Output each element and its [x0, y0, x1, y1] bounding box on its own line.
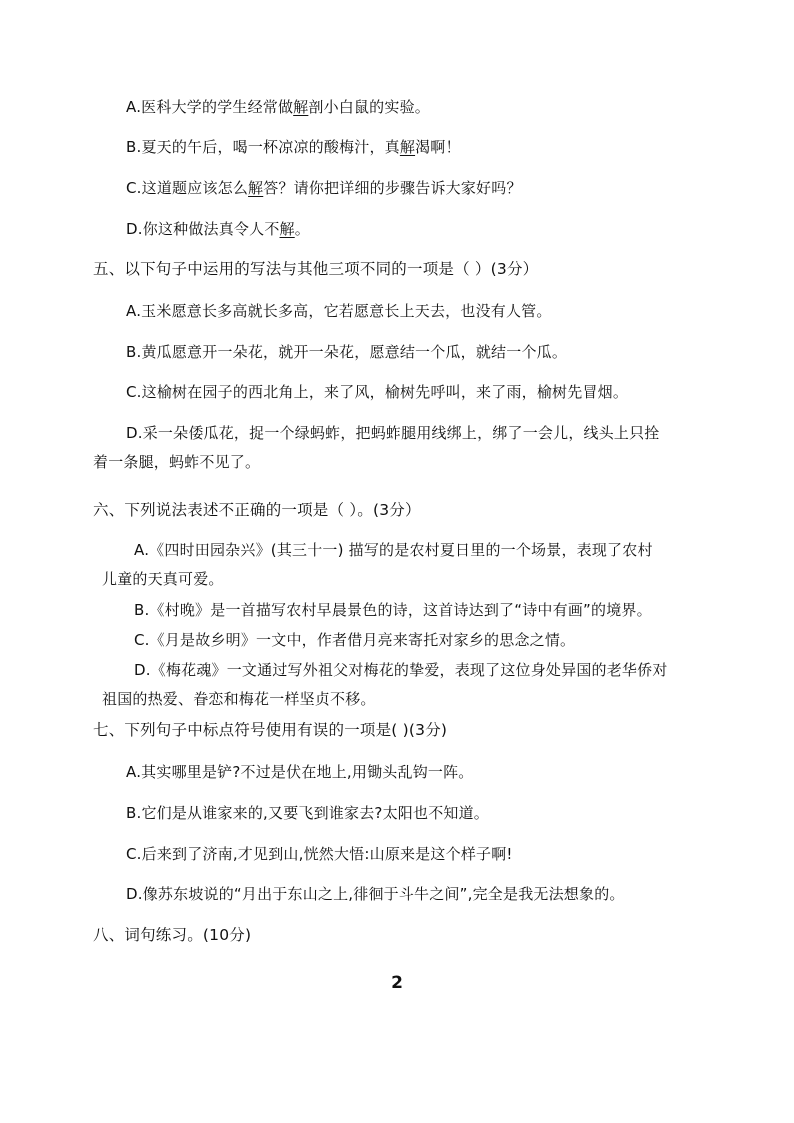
q5-option-c: C.这榆树在园子的西北角上，来了风，榆树先呼叫，来了雨，榆树先冒烟。 [126, 383, 629, 401]
highlighted-char: 解 [248, 179, 264, 197]
q5-option-b: B.黄瓜愿意开一朵花，就开一朵花，愿意结一个瓜，就结一个瓜。 [126, 343, 568, 361]
q4-option-a: A.医科大学的学生经常做解剖小白鼠的实验。 [126, 98, 430, 116]
q6-option-a-line1: A.《四时田园杂兴》(其三十一) 描写的是农村夏日里的一个场景，表现了农村 [134, 541, 653, 559]
q7-title: 七、下列句子中标点符号使用有误的一项是( )(3分) [93, 721, 448, 739]
highlighted-char: 解 [399, 138, 416, 156]
q4-option-b: B.夏天的午后，喝一杯凉凉的酸梅汁，真解渴啊！ [126, 138, 461, 156]
q5-title: 五、以下句子中运用的写法与其他三项不同的一项是（ ）(3分） [93, 260, 539, 278]
page-number: 2 [391, 973, 403, 993]
q6-option-b: B.《村晚》是一首描写农村早晨景色的诗，这首诗达到了“诗中有画”的境界。 [134, 601, 652, 619]
q6-option-d-line2: 祖国的热爱、眷恋和梅花一样坚贞不移。 [102, 690, 376, 708]
q8-title: 八、词句练习。(10分) [93, 926, 252, 944]
q6-option-c: C.《月是故乡明》一文中，作者借月亮来寄托对家乡的思念之情。 [134, 631, 576, 649]
q5-option-d-line1: D.采一朵倭瓜花，捉一个绿蚂蚱，把蚂蚱腿用线绑上，绑了一会儿，线头上只拴 [126, 424, 660, 442]
q4-option-c: C.这道题应该怎么解答？请你把详细的步骤告诉大家好吗？ [126, 179, 522, 197]
q4-option-d: D.你这种做法真令人不解。 [126, 220, 310, 238]
q7-option-a: A.其实哪里是铲?不过是伏在地上,用锄头乱钩一阵。 [126, 763, 474, 781]
highlighted-char: 解 [293, 98, 309, 116]
q5-option-a: A.玉米愿意长多高就长多高，它若愿意长上天去，也没有人管。 [126, 302, 552, 320]
q6-option-a-line2: 儿童的天真可爱。 [102, 570, 224, 588]
q7-option-d: D.像苏东坡说的“月出于东山之上,徘徊于斗牛之间”,完全是我无法想象的。 [126, 885, 625, 903]
q6-option-d-line1: D.《梅花魂》一文通过写外祖父对梅花的挚爱，表现了这位身处异国的老华侨对 [134, 661, 668, 679]
highlighted-char: 解 [279, 220, 295, 238]
q6-title: 六、下列说法表述不正确的一项是（ ）。(3分） [93, 501, 421, 519]
q7-option-b: B.它们是从谁家来的,又要飞到谁家去?太阳也不知道。 [126, 804, 489, 822]
q7-option-c: C.后来到了济南,才见到山,恍然大悟:山原来是这个样子啊! [126, 845, 513, 863]
q5-option-d-line2: 着一条腿，蚂蚱不见了。 [93, 453, 261, 471]
